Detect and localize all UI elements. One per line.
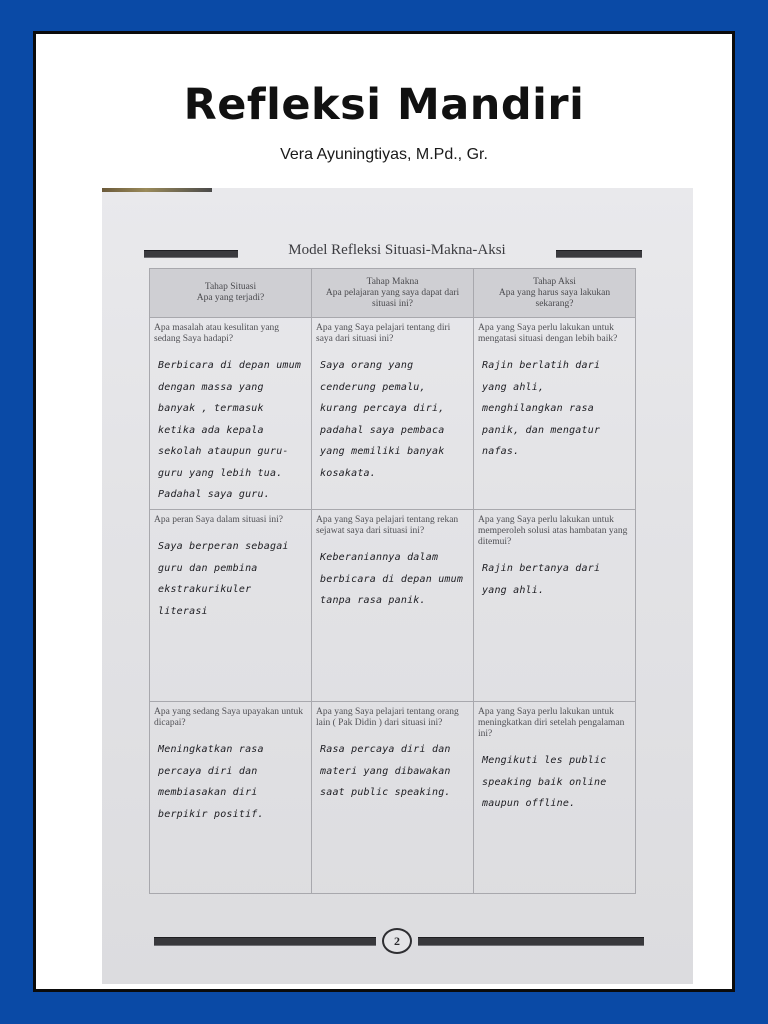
table-cell [150,510,312,702]
column-header-name: Tahap Aksi [533,276,576,287]
handwritten-answer: Rasa percaya diri dan materi yang dibawakan saat public speaking. [320,744,451,798]
handwritten-answer: Rajin bertanya dari yang ahli. [482,563,601,596]
table-cell [474,510,636,702]
worksheet-title: Model Refleksi Situasi-Makna-Aksi [288,242,506,258]
table-cell [312,318,474,510]
table-row [150,318,636,510]
table-header-row [150,269,636,318]
cell-question: Apa yang Saya perlu lakukan untuk meningkatkan diri setelah pengalaman ini? [478,707,625,739]
handwritten-answer: Berbicara di depan umum dengan massa yang banyak , termasuk ketika ada kepala sekolah ataupun guru-guru yang lebih tua. Padahal saya guru. [158,360,302,500]
cell-question: Apa yang sedang Saya upayakan untuk dicapai? [154,707,304,728]
column-header-name: Tahap Situasi [204,282,257,292]
table-cell [474,702,636,894]
handwritten-answer: Saya berperan sebagai guru dan pembina ekstrakurikuler literasi [158,541,289,617]
column-header-question: Apa yang harus saya lakukan sekarang? [498,287,611,309]
header-bar-left [144,250,238,258]
header-bar-right [556,250,642,258]
cell-question: Apa masalah atau kesulitan yang sedang Saya hadapi? [154,323,280,344]
cell-question: Apa yang Saya perlu lakukan untuk mengatasi situasi dengan lebih baik? [478,323,618,344]
table-cell [312,510,474,702]
table-cell [312,702,474,894]
cell-question: Apa yang Saya pelajari tentang diri saya dari situasi ini? [316,323,451,344]
table-row [150,510,636,702]
column-header-aksi [474,269,636,318]
worksheet-photo [102,188,693,984]
column-header-situasi [150,269,312,318]
table-cell [150,318,312,510]
table-cell [474,318,636,510]
handwritten-answer: Meningkatkan rasa percaya diri dan membiasakan diri berpikir positif. [158,744,264,820]
column-header-question: Apa pelajaran yang saya dapat dari situasi ini? [325,287,460,309]
cell-question: Apa yang Saya pelajari tentang rekan sejawat saya dari situasi ini? [316,515,459,536]
handwritten-answer: Rajin berlatih dari yang ahli, menghilangkan rasa panik, dan mengatur nafas. [482,360,601,457]
handwritten-answer: Saya orang yang cenderung pemalu, kurang percaya diri, padahal saya pembaca yang memiliki banyak kosakata. [320,360,445,479]
handwritten-answer: Keberaniannya dalam berbicara di depan umum tanpa rasa panik. [320,552,464,606]
page-title: Refleksi Mandiri [183,80,585,130]
column-header-name: Tahap Makna [366,276,419,287]
column-header-question: Apa yang terjadi? [196,293,265,303]
poster-frame [33,31,735,992]
handwritten-answer: Mengikuti les public speaking baik online maupun offline. [482,755,607,809]
reflection-table [149,268,636,894]
cell-question: Apa peran Saya dalam situasi ini? [154,515,284,525]
photo-edge-strip [102,188,212,192]
table-row [150,702,636,894]
author-name: Vera Ayuningtiyas, M.Pd., Gr. [280,146,488,163]
footer-bar-left [154,937,376,946]
page-number-badge: 2 [382,928,412,954]
column-header-makna [312,269,474,318]
footer-bar-right [418,937,644,946]
worksheet-footer [154,928,644,954]
cell-question: Apa yang Saya perlu lakukan untuk memperoleh solusi atas hambatan yang ditemui? [478,515,628,547]
table-cell [150,702,312,894]
cell-question: Apa yang Saya pelajari tentang orang lain ( Pak Didin ) dari situasi ini? [316,707,459,728]
worksheet-header [144,242,642,262]
